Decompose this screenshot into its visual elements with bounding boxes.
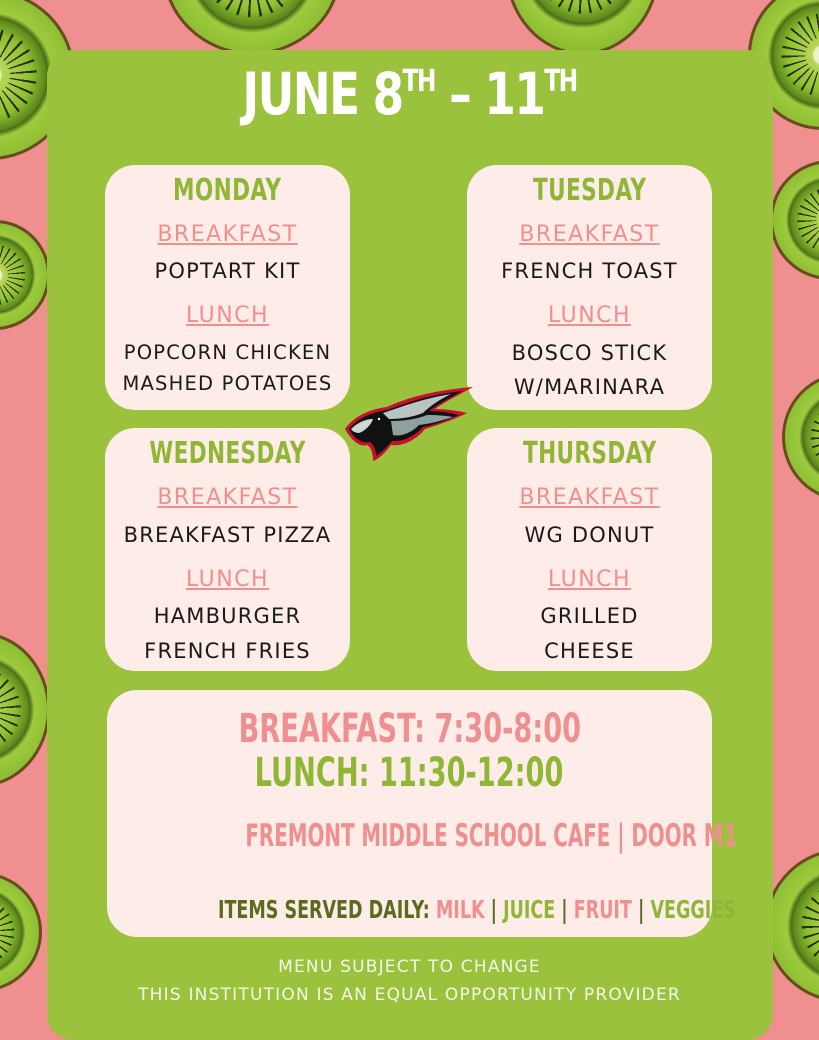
lunch-item-1: BOSCO STICK	[511, 341, 668, 365]
footer-disclaimer: MENU SUBJECT TO CHANGE	[278, 957, 541, 977]
day-card-thursday	[467, 428, 712, 671]
kiwi-slice-icon	[782, 372, 819, 502]
lunch-label: LUNCH	[547, 567, 632, 592]
breakfast-hours: BREAKFAST: 7:30-8:00	[238, 706, 581, 752]
lunch-item-2: MASHED POTATOES	[122, 372, 333, 395]
title-sup-end: TH	[544, 64, 577, 99]
cafe-location: FREMONT MIDDLE SCHOOL CAFE | DOOR M1	[245, 818, 738, 854]
eagle-head-icon	[343, 383, 475, 463]
title-dash: – 11	[434, 60, 545, 128]
lunch-item-2: W/MARINARA	[513, 375, 666, 399]
day-name: THURSDAY	[522, 436, 657, 471]
breakfast-item: POPTART KIT	[154, 259, 301, 283]
lunch-item-1: HAMBURGER	[153, 604, 302, 628]
lunch-label: LUNCH	[185, 567, 270, 592]
daily-item-veggies: VEGGIES	[650, 895, 736, 924]
breakfast-label: BREAKFAST	[157, 485, 298, 510]
lunch-label: LUNCH	[185, 303, 270, 328]
breakfast-label: BREAKFAST	[519, 485, 660, 510]
lunch-label: LUNCH	[547, 303, 632, 328]
kiwi-slice-icon	[0, 220, 50, 330]
lunch-item-1: POPCORN CHICKEN	[123, 341, 332, 364]
day-card-tuesday	[467, 165, 712, 410]
daily-item-milk: MILK	[435, 895, 485, 924]
kiwi-slice-icon	[505, 0, 660, 55]
breakfast-item: FRENCH TOAST	[501, 259, 678, 283]
title-main: JUNE 8	[242, 60, 403, 128]
daily-item-juice: JUICE	[503, 895, 556, 924]
breakfast-item: WG DONUT	[524, 523, 655, 547]
title-sup-start: TH	[402, 64, 435, 99]
lunch-hours: LUNCH: 11:30-12:00	[255, 750, 564, 796]
separator: |	[490, 895, 498, 924]
daily-items-label: ITEMS SERVED DAILY:	[217, 895, 430, 924]
separator: |	[561, 895, 568, 924]
kiwi-slice-icon	[770, 160, 819, 280]
daily-item-fruit: FRUIT	[573, 895, 632, 924]
day-card-wednesday	[105, 428, 350, 671]
breakfast-label: BREAKFAST	[157, 222, 298, 247]
kiwi-slice-icon	[162, 0, 342, 55]
lunch-item-2: CHEESE	[544, 639, 635, 663]
lunch-item-2: FRENCH FRIES	[144, 639, 311, 663]
breakfast-item: BREAKFAST PIZZA	[123, 523, 332, 547]
separator: |	[637, 895, 645, 924]
info-panel	[107, 690, 738, 937]
day-card-monday	[105, 165, 350, 410]
lunch-item-1: GRILLED	[540, 604, 639, 628]
day-name: TUESDAY	[532, 173, 647, 208]
daily-items-line	[218, 895, 736, 924]
day-name: MONDAY	[173, 173, 282, 208]
footer-equal-opportunity: THIS INSTITUTION IS AN EQUAL OPPORTUNITY PROVIDER	[138, 985, 681, 1005]
kiwi-slice-icon	[0, 632, 50, 787]
breakfast-label: BREAKFAST	[519, 222, 660, 247]
day-name: WEDNESDAY	[149, 436, 306, 471]
page-title	[90, 60, 729, 128]
